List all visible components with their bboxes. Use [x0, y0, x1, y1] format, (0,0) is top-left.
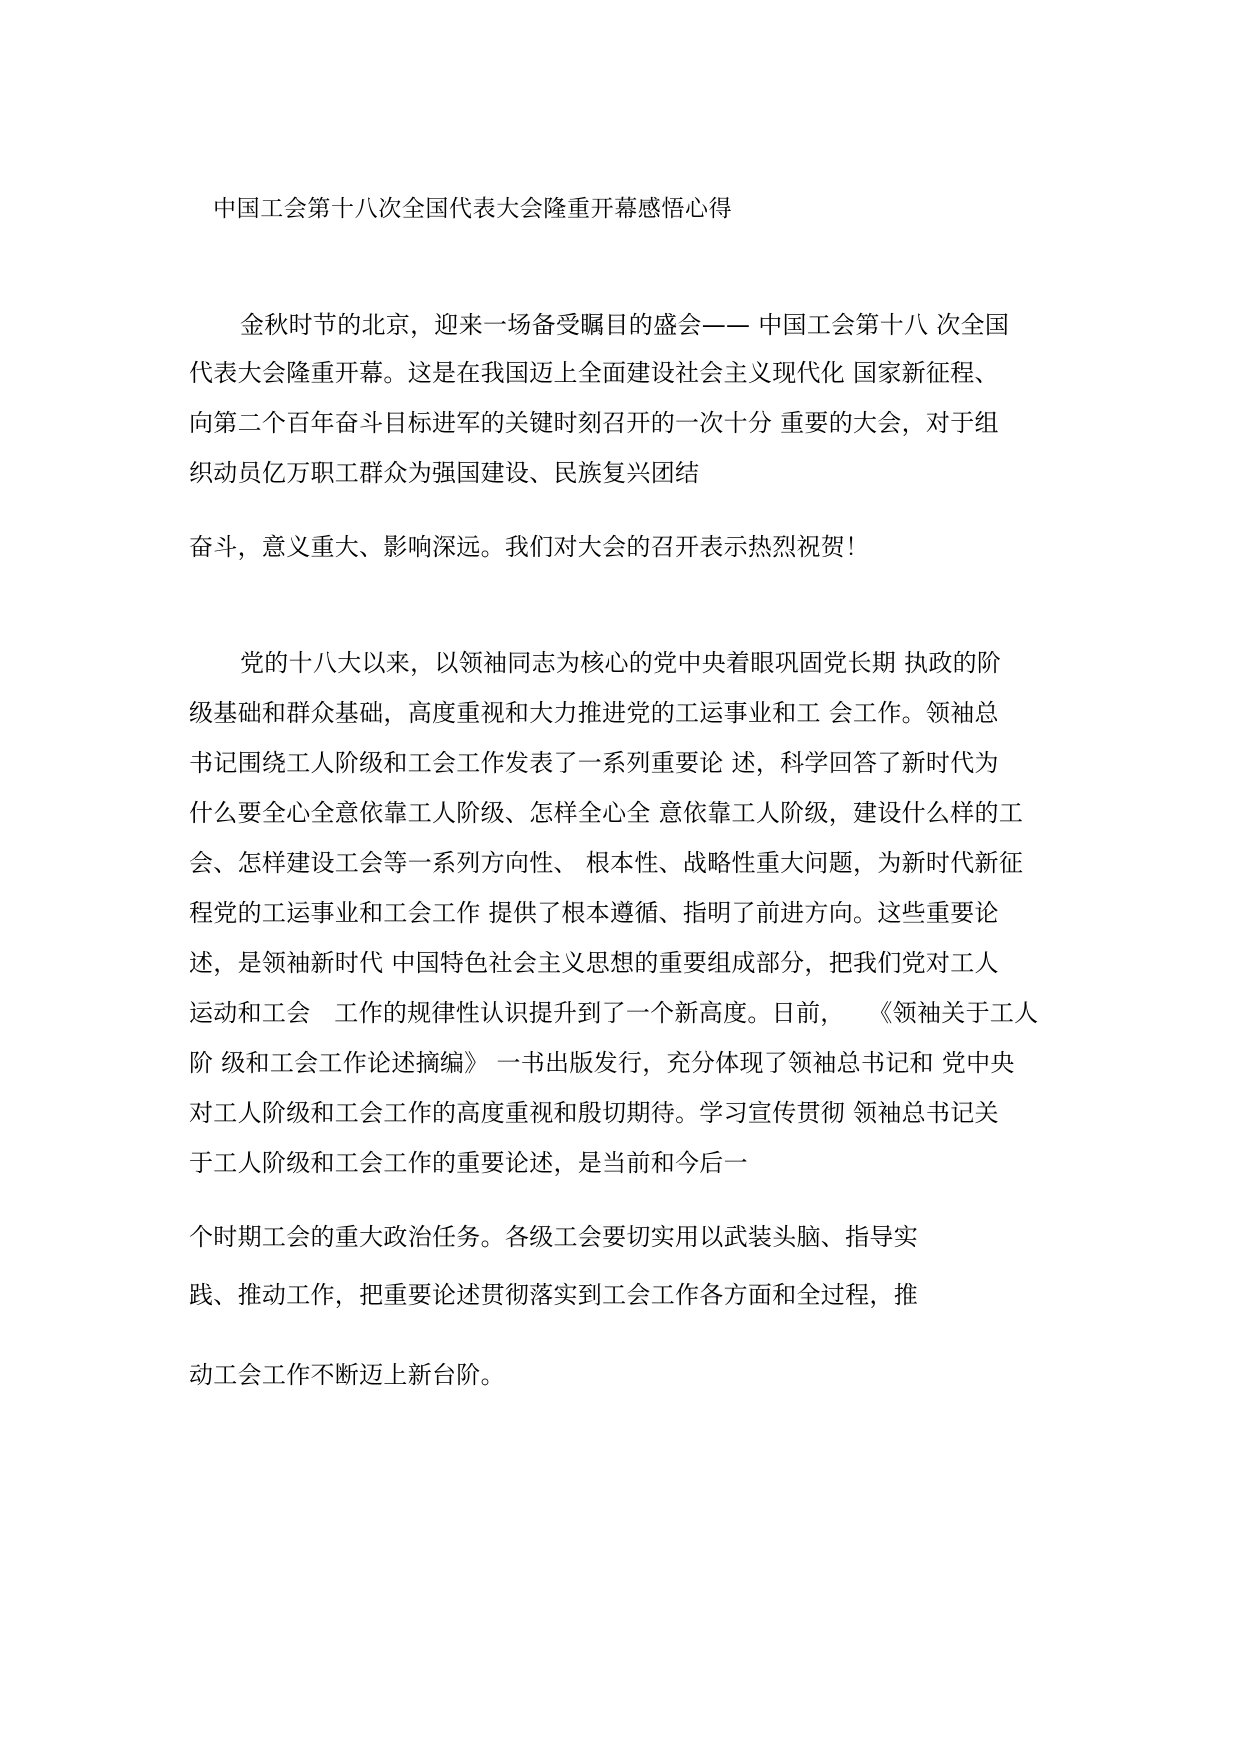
paragraph2-line-13: 践、推动工作，把重要论述贯彻落实到工会工作各方面和全过程，推 [189, 1281, 918, 1309]
paragraph2-line-6: 程党的工运事业和工会工作 提供了根本遵循、指明了前进方向。这些重要论 [189, 899, 999, 927]
paragraph2-line-12: 个时期工会的重大政治任务。各级工会要切实用以武装头脑、指导实 [189, 1223, 918, 1251]
paragraph1-line-5: 奋斗，意义重大、影响深远。我们对大会的召开表示热烈祝贺！ [189, 533, 870, 561]
document-title: 中国工会第十八次全国代表大会隆重开幕感悟心得 [213, 196, 733, 222]
paragraph1-line-4: 织动员亿万职工群众为强国建设、民族复兴团结 [189, 459, 700, 487]
paragraph1-line-3: 向第二个百年奋斗目标进军的关键时刻召开的一次十分 重要的大会，对于组 [189, 409, 999, 437]
paragraph2-line-11: 于工人阶级和工会工作的重要论述，是当前和今后一 [189, 1149, 748, 1177]
paragraph2-line-8: 运动和工会 工作的规律性认识提升到了一个新高度。日前， 《领袖关于工人 [189, 999, 1039, 1027]
paragraph1-line-1: 金秋时节的北京，迎来一场备受瞩目的盛会—— 中国工会第十八 次全国 [240, 311, 1010, 339]
paragraph2-line-5: 会、怎样建设工会等一系列方向性、 根本性、战略性重大问题，为新时代新征 [189, 849, 1024, 877]
paragraph2-line-1: 党的十八大以来，以领袖同志为核心的党中央着眼巩固党长期 执政的阶 [240, 649, 1002, 677]
paragraph1-line-2: 代表大会隆重开幕。这是在我国迈上全面建设社会主义现代化 国家新征程、 [189, 359, 999, 387]
paragraph2-line-10: 对工人阶级和工会工作的高度重视和殷切期待。学习宣传贯彻 领袖总书记关 [189, 1099, 999, 1127]
paragraph2-line-4: 什么要全心全意依靠工人阶级、怎样全心全 意依靠工人阶级，建设什么样的工 [189, 799, 1024, 827]
paragraph2-line-7: 述，是领袖新时代 中国特色社会主义思想的重要组成部分，把我们党对工人 [189, 949, 999, 977]
paragraph2-line-2: 级基础和群众基础，高度重视和大力推进党的工运事业和工 会工作。领袖总 [189, 699, 999, 727]
paragraph2-line-9: 阶 级和工会工作论述摘编》 一书出版发行，充分体现了领袖总书记和 党中央 [189, 1049, 1015, 1077]
paragraph2-line-3: 书记围绕工人阶级和工会工作发表了一系列重要论 述，科学回答了新时代为 [189, 749, 999, 777]
paragraph2-line-14: 动工会工作不断迈上新台阶。 [189, 1361, 505, 1389]
